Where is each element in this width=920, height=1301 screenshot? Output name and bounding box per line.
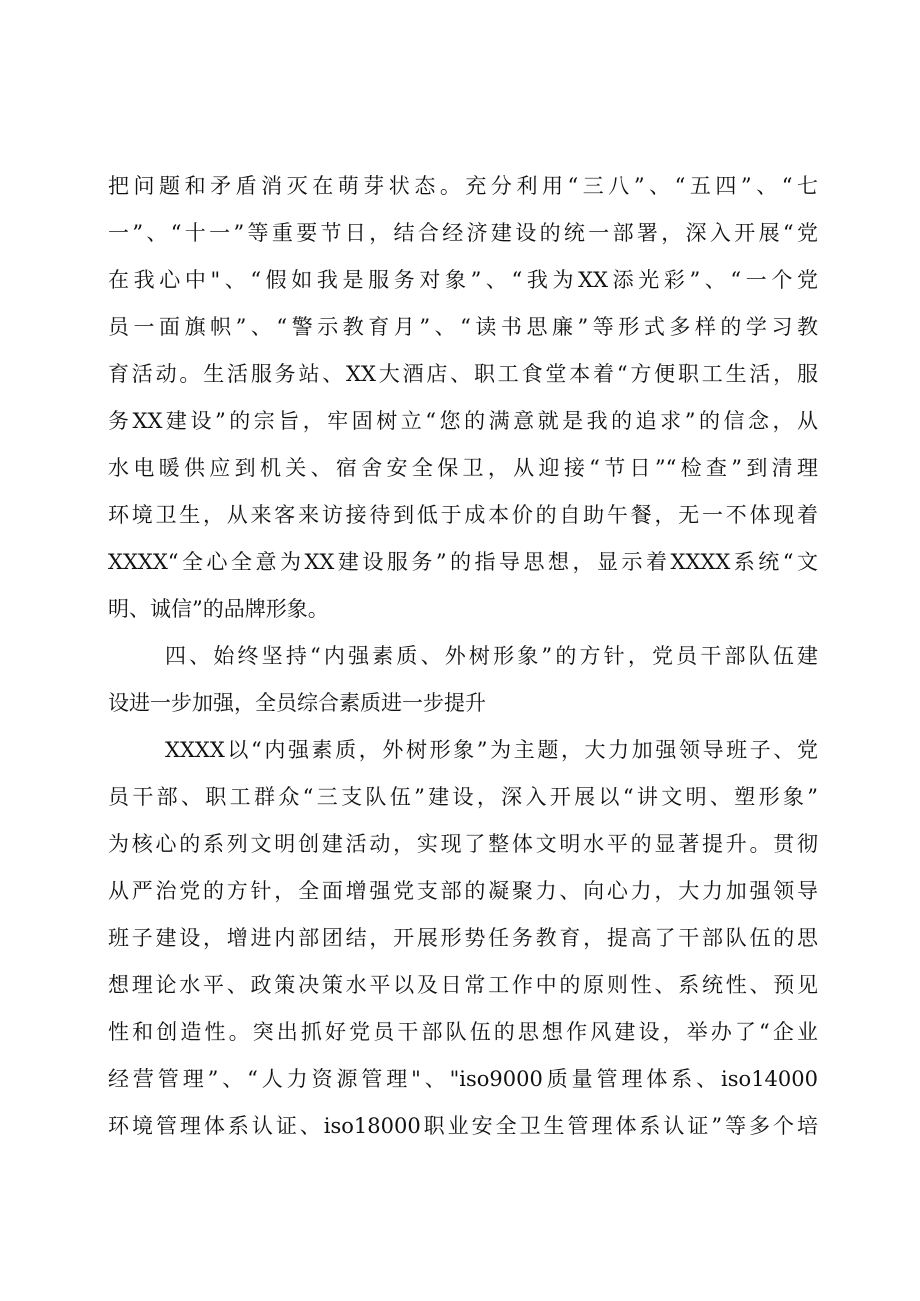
paragraph-line: 在我心中"、“假如我是服务对象”、“我为XX添光彩”、“一个党 [108, 268, 818, 292]
paragraph-line: 员一面旗帜”、“警示教育月”、“读书思廉”等形式多样的学习教 [108, 315, 818, 339]
paragraph-line: 班子建设，增进内部团结，开展形势任务教育，提高了干部队伍的思 [108, 926, 818, 950]
paragraph-line: 务XX建设”的宗旨，牢固树立“您的满意就是我的追求”的信念，从 [108, 409, 818, 433]
paragraph-line: 育活动。生活服务站、XX大酒店、职工食堂本着“方便职工生活，服 [108, 362, 818, 386]
body-text [108, 163, 818, 1150]
paragraph-line: XXXX“全心全意为XX建设服务”的指导思想，显示着XXXX系统“文 [108, 550, 818, 574]
paragraph-line: 环境卫生，从来客来访接待到低于成本价的自助午餐，无一不体现着 [108, 503, 818, 527]
paragraph-line: 把问题和矛盾消灭在萌芽状态。充分利用“三八”、“五四”、“七 [108, 174, 818, 198]
paragraph-line: 环境管理体系认证、iso18000职业安全卫生管理体系认证”等多个培 [108, 1114, 818, 1138]
paragraph-1 [108, 163, 818, 633]
paragraph-line: 想理论水平、政策决策水平以及日常工作中的原则性、系统性、预见 [108, 973, 818, 997]
paragraph-line: 员干部、职工群众“三支队伍”建设，深入开展以“讲文明、塑形象” [108, 785, 818, 809]
section-heading-4 [108, 633, 818, 727]
paragraph-line: 从严治党的方针，全面增强党支部的凝聚力、向心力，大力加强领导 [108, 879, 818, 903]
heading-line: 设进一步加强，全员综合素质进一步提升 [108, 691, 486, 715]
paragraph-line: 经营管理”、“人力资源管理"、"iso9000质量管理体系、iso14000 [108, 1067, 818, 1091]
paragraph-line: 为核心的系列文明创建活动，实现了整体文明水平的显著提升。贯彻 [108, 832, 818, 856]
paragraph-line: XXXX以“内强素质，外树形象”为主题，大力加强领导班子、党 [165, 738, 818, 762]
paragraph-line: 水电暖供应到机关、宿舍安全保卫，从迎接“节日”“检查”到清理 [108, 456, 818, 480]
paragraph-line: 一”、“十一”等重要节日，结合经济建设的统一部署，深入开展“党 [108, 221, 818, 245]
paragraph-line: 性和创造性。突出抓好党员干部队伍的思想作风建设，举办了“企业 [108, 1020, 818, 1044]
paragraph-line: 明、诚信”的品牌形象。 [108, 597, 329, 621]
heading-line: 四、始终坚持“内强素质、外树形象”的方针，党员干部队伍建 [165, 644, 818, 668]
paragraph-2 [108, 727, 818, 1150]
